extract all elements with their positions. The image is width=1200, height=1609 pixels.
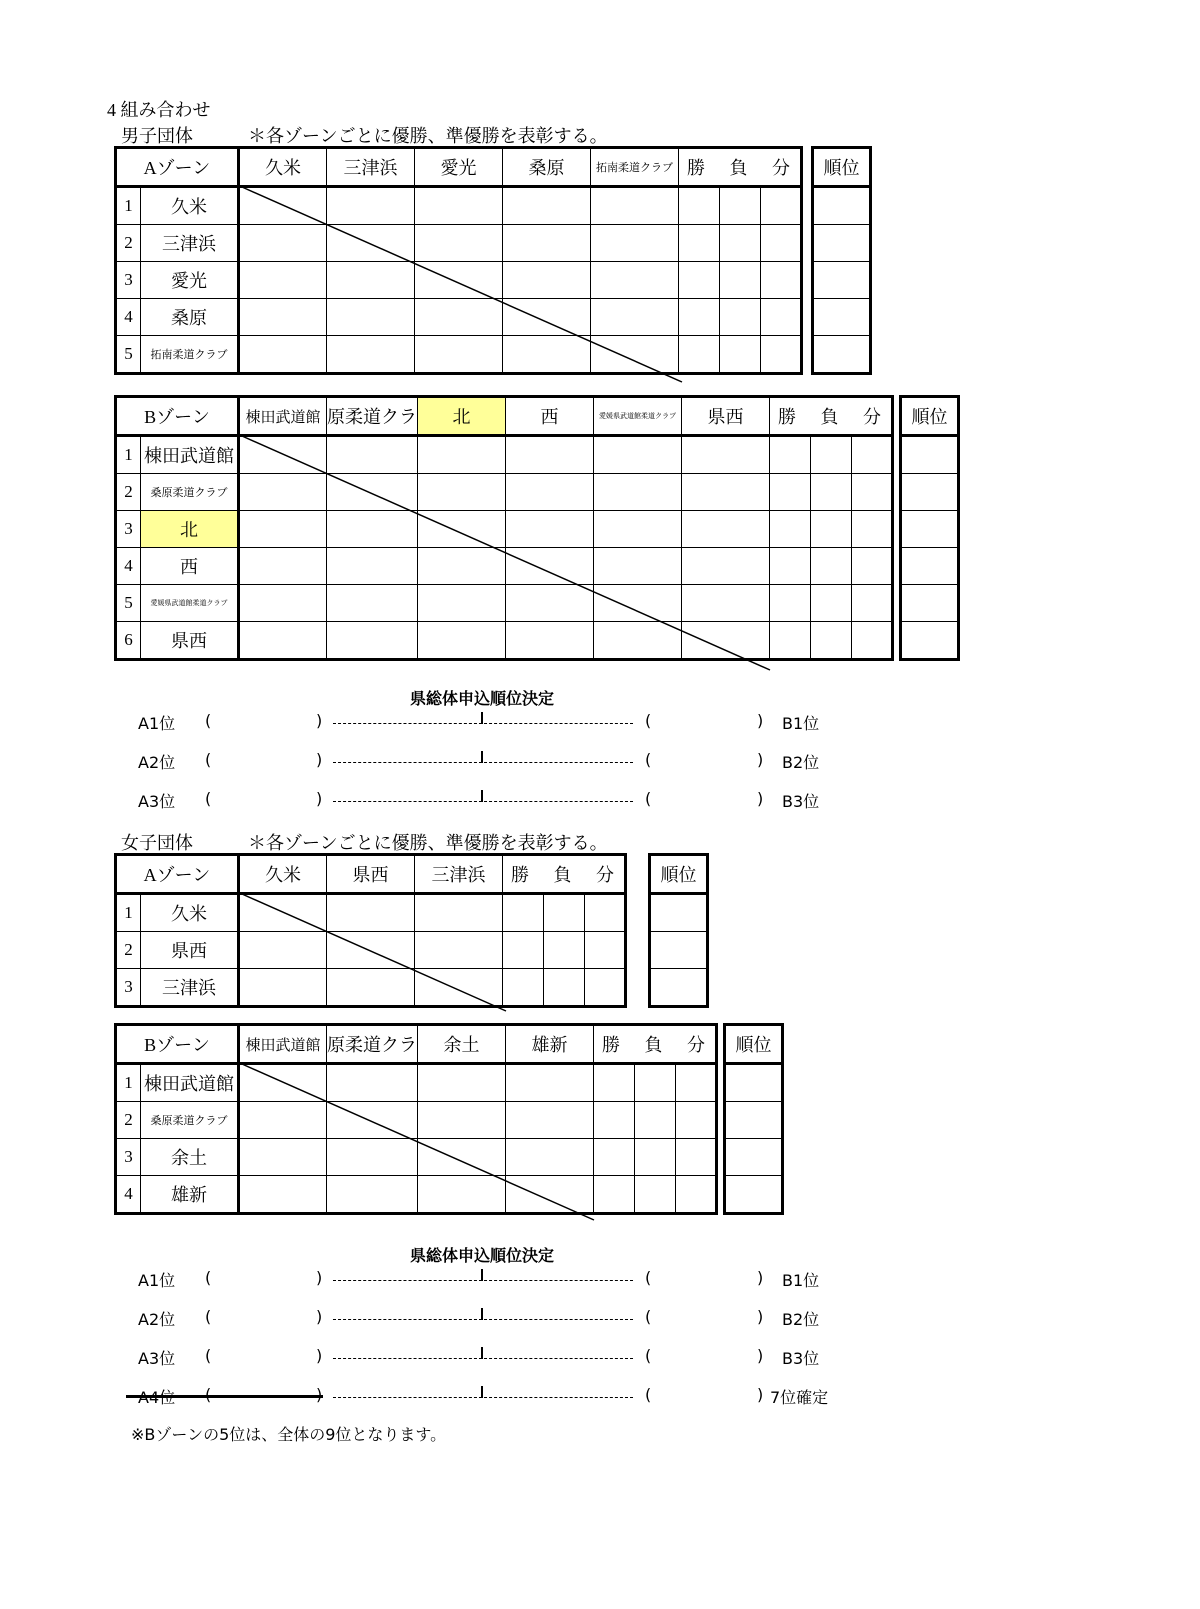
col-header: 県西 — [682, 397, 770, 436]
result-header: 勝 負 分 — [679, 148, 802, 187]
girls-zone-b-rank-table — [723, 1023, 784, 1215]
zone-label: Aゾーン — [116, 855, 239, 894]
table-row: 2 三津浜 — [116, 225, 802, 262]
boys-zone-b-table — [114, 395, 894, 661]
girls-note: ＊各ゾーンごとに優勝、準優勝を表彰する。 — [248, 833, 608, 853]
table-row: 3 余土 — [116, 1139, 717, 1176]
boys-ranking-title: 県総体申込順位決定 — [410, 689, 555, 708]
col-header: 原柔道クラ — [327, 397, 418, 436]
table-row: 1 棟田武道館 — [116, 1064, 717, 1102]
table-row: 2 桑原柔道クラブ — [116, 474, 893, 511]
col-header: 三津浜 — [327, 148, 415, 187]
col-header: 久米 — [239, 855, 327, 894]
table-row: 1 久米 — [116, 894, 626, 932]
boys-zone-b-rank-table — [899, 395, 960, 661]
boys-title: 男子団体 — [121, 126, 193, 146]
table-row: 6 県西 — [116, 622, 893, 660]
table-row: 1 棟田武道館 — [116, 436, 893, 474]
table-row: 4 桑原 — [116, 299, 802, 336]
col-header: 余土 — [418, 1025, 506, 1064]
rank-header: 順位 — [650, 855, 708, 894]
result-header: 勝 負 分 — [594, 1025, 717, 1064]
result-header: 勝 負 分 — [503, 855, 626, 894]
section-title: 4 組み合わせ — [107, 100, 211, 120]
col-header: 三津浜 — [415, 855, 503, 894]
boys-zone-a-table — [114, 146, 803, 375]
boys-zone-a-rank-table — [811, 146, 872, 375]
col-header: 雄新 — [506, 1025, 594, 1064]
strikethrough-line — [126, 1395, 323, 1398]
col-header: 北 — [418, 397, 506, 436]
table-row: 4 西 — [116, 548, 893, 585]
zone-label: Bゾーン — [116, 397, 239, 436]
table-row: 3 愛光 — [116, 262, 802, 299]
col-header: 拓南柔道クラブ — [591, 148, 679, 187]
col-header: 原柔道クラ — [327, 1025, 418, 1064]
table-row: 3 三津浜 — [116, 969, 626, 1007]
table-row: 5 愛媛県武道館柔道クラブ — [116, 585, 893, 622]
col-header: 西 — [506, 397, 594, 436]
table-row: 5 拓南柔道クラブ — [116, 336, 802, 374]
footnote: ※Bゾーンの5位は、全体の9位となります。 — [131, 1425, 447, 1444]
col-header: 棟田武道館 — [239, 1025, 327, 1064]
table-row: 3 北 — [116, 511, 893, 548]
table-row: 1 久米 — [116, 187, 802, 225]
zone-label: Bゾーン — [116, 1025, 239, 1064]
col-header: 桑原 — [503, 148, 591, 187]
table-row: 2 桑原柔道クラブ — [116, 1102, 717, 1139]
girls-title: 女子団体 — [121, 833, 193, 853]
col-header: 愛光 — [415, 148, 503, 187]
rank-header: 順位 — [901, 397, 959, 436]
rank-header: 順位 — [813, 148, 871, 187]
table-row: 2 県西 — [116, 932, 626, 969]
col-header: 愛媛県武道館柔道クラブ — [594, 397, 682, 436]
girls-zone-b-table — [114, 1023, 718, 1215]
zone-label: Aゾーン — [116, 148, 239, 187]
table-row: 4 雄新 — [116, 1176, 717, 1214]
result-header: 勝 負 分 — [770, 397, 893, 436]
rank-header: 順位 — [725, 1025, 783, 1064]
girls-zone-a-table — [114, 853, 627, 1008]
col-header: 棟田武道館 — [239, 397, 327, 436]
col-header: 久米 — [239, 148, 327, 187]
girls-ranking-title: 県総体申込順位決定 — [410, 1246, 555, 1265]
boys-note: ＊各ゾーンごとに優勝、準優勝を表彰する。 — [248, 126, 608, 146]
girls-zone-a-rank-table — [648, 853, 709, 1008]
col-header: 県西 — [327, 855, 415, 894]
